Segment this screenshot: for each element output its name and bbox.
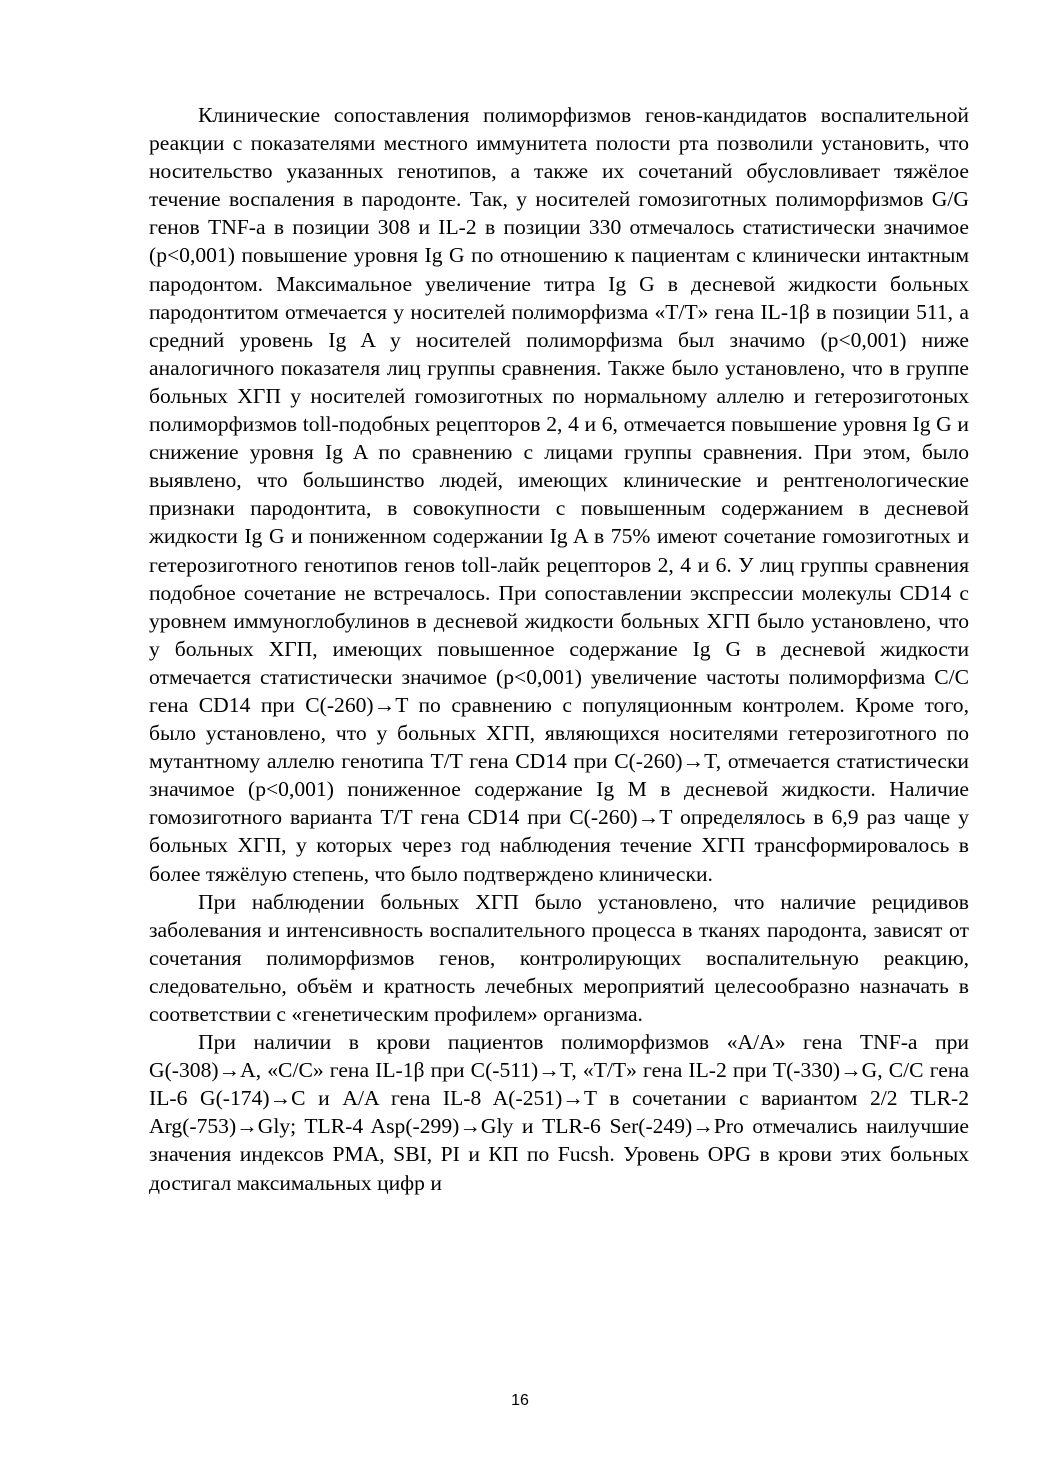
body-paragraph-observation: При наблюдении больных ХГП было установлено, что наличие рецидивов заболевания и интенсивность воспалительного процесса в тканях пародонта, зависят от сочетания полиморфизмов генов, контролирующих воспалительную реакцию, следовательно, объём и кратность лечебных мероприятий целесообразно назначать в соответствии с «генетическим профилем» организма. — [149, 889, 969, 1026]
body-paragraph-polymorphisms: При наличии в крови пациентов полиморфизмов «A/A» гена TNF-a при G(-308)→A, «C/C» гена IL-1β при C(-511)→T, «T/T» гена IL-2 при T(-330)→G, C/C гена IL-6 G(-174)→C и A/A гена IL-8 A(-251)→T в сочетании с вариантом 2/2 TLR-2 Arg(-753)→Gly; TLR-4 Asp(-299)→Gly и TLR-6 Ser(-249)→Pro отмечались наилучшие значения индексов PMA, SBI, PI и КП по Fucsh. Уровень OPG в крови этих больных достигал максимальных цифр и — [149, 1030, 969, 1195]
body-paragraph-clinical-comparisons: Клинические сопоставления полиморфизмов генов-кандидатов воспалительной реакции с показателями местного иммунитета полости рта позволили установить, что носительство указанных генотипов, а также их сочетаний обусловливает тяжёлое течение воспаления в пародонте. Так, у носителей гомозиготных полиморфизмов G/G генов TNF-a в позиции 308 и IL-2 в позиции 330 отмечалось статистически значимое (p<0,001) повышение уровня Ig G по отношению к пациентам с клинически интактным пародонтом. Максимальное увеличение титра Ig G в десневой жидкости больных пародонтитом отмечается у носителей полиморфизма «T/T» гена IL-1β в позиции 511, а средний уровень Ig A у носителей полиморфизма был значимо (p<0,001) ниже аналогичного показателя лиц группы сравнения. Также было установлено, что в группе больных ХГП у носителей гомозиготных по нормальному аллелю и гетерозиготоных полиморфизмов toll-подобных рецепторов 2, 4 и 6, отмечается повышение уровня Ig G и снижение уровня Ig A по сравнению с лицами группы сравнения. При этом, было выявлено, что большинство людей, имеющих клинические и рентгенологические признаки пародонтита, в совокупности с повышенным содержанием в десневой жидкости Ig G и пониженном содержании Ig A в 75% имеют сочетание гомозиготных и гетерозиготного генотипов генов toll-лайк рецепторов 2, 4 и 6. У лиц группы сравнения подобное сочетание не встречалось. При сопоставлении экспрессии молекулы CD14 с уровнем иммуноглобулинов в десневой жидкости больных ХГП было установлено, что у больных ХГП, имеющих повышенное содержание Ig G в десневой жидкости отмечается статистически значимое (p<0,001) увеличение частоты полиморфизма C/C гена CD14 при C(-260)→T по сравнению с популяционным контролем. Кроме того, было установлено, что у больных ХГП, являющихся носителями гетерозиготного по мутантному аллелю генотипа T/T гена CD14 при C(-260)→T, отмечается статистически значимое (p<0,001) пониженное содержание Ig M в десневой жидкости. Наличие гомозиготного варианта T/T гена CD14 при C(-260)→T определялось в 6,9 раз чаще у больных ХГП, у которых через год наблюдения течение ХГП трансформировалось в более тяжёлую степень, что было подтверждено клинически. — [149, 103, 969, 886]
document-page — [149, 101, 969, 1197]
page-number: 16 — [511, 1392, 529, 1409]
